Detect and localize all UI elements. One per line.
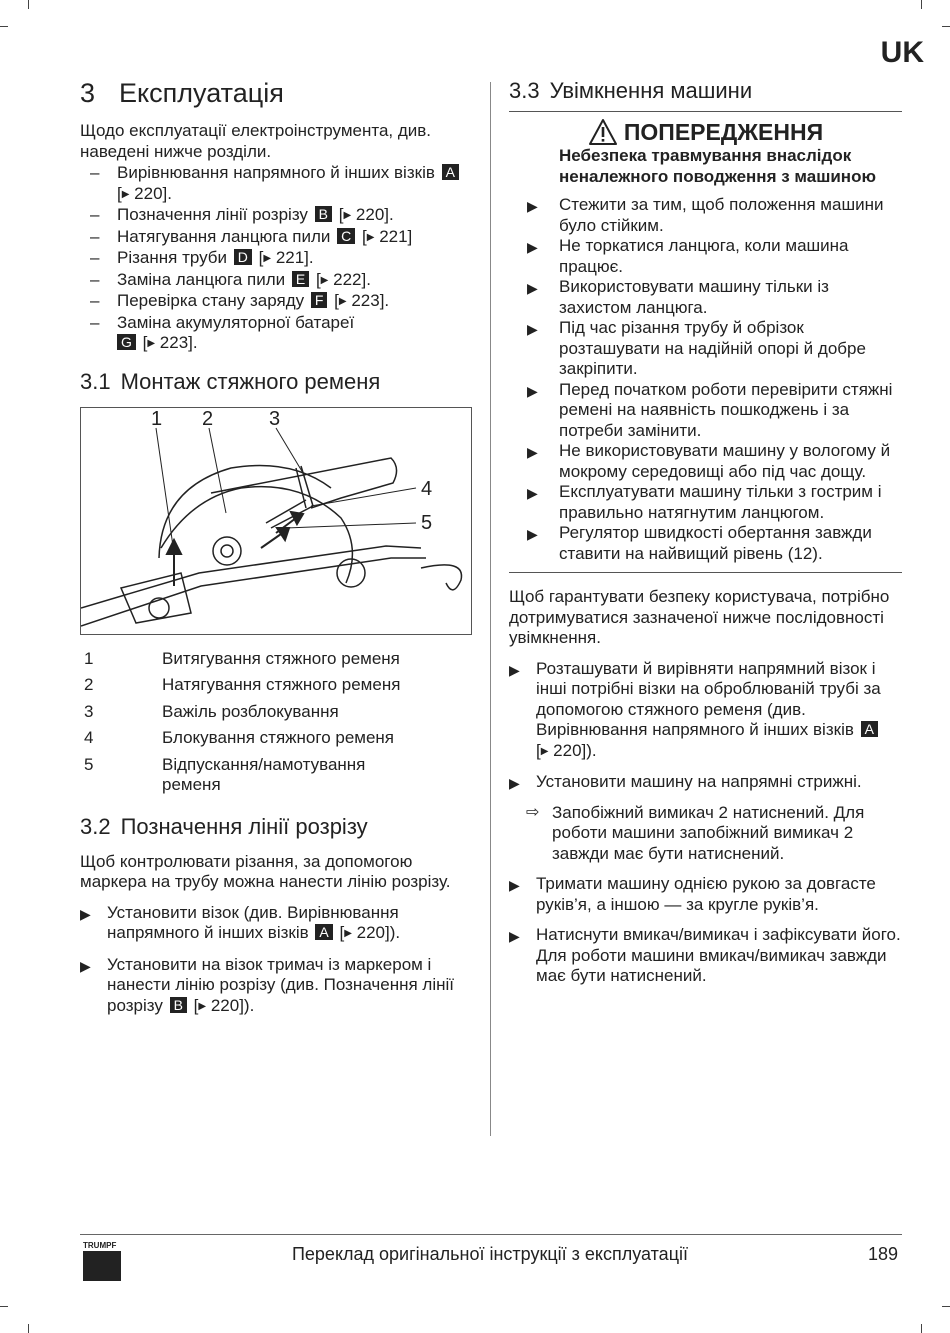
section-tag[interactable]: A [442, 164, 459, 180]
warning-item: ▶ Перед початком роботи перевірити стяжні ремені на наявність пошкоджень і за потреби замінити. [527, 380, 902, 442]
section-tag[interactable]: A [315, 924, 332, 940]
section-tag[interactable]: B [170, 997, 187, 1013]
section-tag[interactable]: F [311, 292, 328, 308]
warning-item: ▶ Не торкатися ланцюга, коли машина працює. [527, 236, 902, 277]
section-tag[interactable]: B [315, 206, 332, 222]
page-ref-icon: ▶ [121, 188, 130, 200]
legend-row: 1 Витягування стяжного ременя [84, 648, 400, 668]
page-ref[interactable]: 220]). [356, 923, 401, 942]
language-code: UK [880, 36, 924, 69]
page-ref[interactable]: 220]). [553, 740, 597, 760]
section-tag[interactable]: A [861, 721, 878, 737]
section-tag[interactable]: G [117, 334, 136, 350]
crop-mark [942, 1306, 950, 1307]
legend-row: 3 Важіль розблокування [84, 701, 339, 721]
logo-text: TRUMPF [83, 1241, 117, 1250]
left-column [80, 78, 472, 1027]
footer-title: Переклад оригінальної інструкції з експлуатації [291, 1244, 689, 1264]
page-ref[interactable]: 220]. [134, 183, 172, 203]
section-title: Позначення лінії розрізу [120, 813, 368, 839]
page-ref-icon: ▶ [198, 1000, 207, 1012]
step-item: ▶ Установити машину на напрямні стрижні. [509, 772, 902, 793]
list-item: – Різання труби D [▶ 221]. [80, 248, 472, 270]
crop-mark [921, 0, 922, 9]
list-item: – Перевірка стану заряду F [▶ 223]. [80, 291, 472, 313]
column-divider [490, 82, 491, 1136]
ratchet-illustration [81, 408, 472, 635]
step-item: ▶ Установити на візок тримач із маркером і нанести лінію розрізу (див. Позначення лінії розрізу B [▶ 220]). [80, 955, 472, 1018]
page-ref-icon: ▶ [320, 274, 329, 286]
page-ref[interactable]: 222]. [333, 269, 371, 289]
list-item: – Натягування ланцюга пили C [▶ 221] [80, 227, 472, 249]
crop-mark [942, 26, 950, 27]
page-ref[interactable]: 223]. [159, 333, 198, 352]
warning-title: ПОПЕРЕДЖЕННЯ [623, 118, 824, 145]
figure-label-4: 4 [421, 477, 433, 500]
section-title: Монтаж стяжного ременя [120, 368, 381, 394]
section-tag[interactable]: E [292, 271, 309, 287]
warning-item: ▶ Під час різання трубу й обрізок розташувати на надійній опорі й добре закріпити. [527, 318, 902, 380]
legend-row: 4 Блокування стяжного ременя [84, 728, 395, 747]
section-number: 3.1 [80, 368, 111, 394]
warning-subtitle: Небезпека травмування внаслідок неналежного поводження з машиною [559, 146, 876, 186]
warning-item: ▶ Не використовувати машину у вологому й мокрому середовищі або під час дощу. [527, 441, 902, 482]
list-item: – Заміна акумуляторної батареї G [▶ 223]. [80, 313, 472, 355]
warning-item: ▶ Регулятор швидкості обертання завжди ставити на найвищий рівень (12). [527, 523, 902, 564]
page-ref-icon: ▶ [263, 253, 272, 264]
step-item: ▶ Тримати машину однією рукою за довгасте руків’я, а іншою — за кругле руків’я. [509, 874, 902, 915]
page-ref-icon: ▶ [343, 210, 352, 221]
section-tag[interactable]: D [234, 249, 252, 265]
page-ref[interactable]: 220]). [210, 995, 255, 1015]
step-list [509, 874, 902, 987]
section-heading-3-3 [509, 78, 902, 104]
section-tag[interactable]: C [337, 228, 355, 244]
crop-mark [28, 0, 29, 9]
result-arrow-icon: ⇨ [526, 803, 540, 821]
section-heading-3-1 [80, 369, 472, 395]
footer-divider [80, 1234, 902, 1235]
step-item: ▶ Установити візок (див. Вирівнювання напрямного й інших візків A [▶ 220]). [80, 903, 472, 945]
strap-ratchet-figure [80, 407, 472, 635]
warning-heading [509, 118, 902, 146]
figure-label-3: 3 [269, 407, 281, 430]
result-item: ⇨ Запобіжний вимикач 2 натиснений. Для роботи машини запобіжний вимикач 2 завжди має бути натиснений. [526, 802, 865, 863]
chapter-heading [80, 78, 472, 109]
crop-mark [28, 1324, 29, 1333]
figure-label-1: 1 [151, 407, 163, 430]
step-item: ▶ Натиснути вмикач/вимикач і зафіксувати його. Для роботи машини вмикач/вимикач завжди має бути натиснений. [509, 925, 902, 987]
warning-item: ▶ Стежити за тим, щоб положення машини було стійким. [527, 195, 902, 236]
page-ref[interactable]: 220]. [355, 205, 394, 224]
crop-mark [921, 1324, 922, 1333]
step-list [80, 903, 472, 1018]
warning-triangle-icon [588, 118, 618, 146]
section-number: 3.2 [80, 813, 111, 839]
legend-row: 5 Відпускання/намотування ременя [84, 754, 366, 794]
warning-item: ▶ Використовувати машину тільки із захистом ланцюга. [527, 277, 902, 318]
section-heading-3-2 [80, 814, 472, 840]
section-title: Увімкнення машини [549, 78, 753, 103]
list-item: – Позначення лінії розрізу B [▶ 220]. [80, 205, 472, 227]
figure-label-2: 2 [202, 407, 214, 430]
section-intro: Щоб контролювати різання, за допомогою маркера на трубу можна нанести лінію розрізу. [80, 851, 451, 891]
step-item: ▶ Розташувати й вирівняти напрямний візок і інші потрібні візки на оброблюваній трубі за допомогою стяжного ременя (див. Вирівнювання напрямного й інших візків A [▶ 220]). [509, 659, 902, 763]
legend-row: 2 Натягування стяжного ременя [84, 675, 401, 694]
page-ref-icon: ▶ [147, 338, 156, 349]
step-list [509, 659, 902, 793]
section-intro: Щоб гарантувати безпеку користувача, потрібно дотримуватися зазначеної нижче послідовності увімкнення. [509, 587, 890, 647]
section-list [80, 163, 472, 355]
page-ref[interactable]: 221] [379, 226, 413, 246]
chapter-number: 3 [80, 78, 96, 108]
page-ref[interactable]: 223]. [351, 291, 390, 310]
chapter-title: Експлуатація [119, 78, 284, 108]
page-ref-icon: ▶ [540, 745, 549, 757]
page-ref-icon: ▶ [338, 296, 347, 307]
crop-mark [0, 1306, 8, 1307]
page-number: 189 [867, 1244, 898, 1264]
section-number: 3.3 [509, 78, 540, 103]
page-ref-icon: ▶ [344, 928, 352, 939]
list-item: – Заміна ланцюга пили E [▶ 222]. [80, 270, 472, 292]
page-ref[interactable]: 221]. [275, 248, 314, 267]
figure-legend [80, 649, 472, 796]
list-item: – Вирівнювання напрямного й інших візків A [▶ 220]. [80, 163, 472, 205]
right-column [509, 78, 902, 997]
warning-box [509, 111, 902, 573]
page-ref-icon: ▶ [366, 231, 375, 243]
intro-text: Щодо експлуатації електроінструмента, див. наведені нижче розділи. [80, 121, 432, 161]
warning-list [527, 195, 902, 564]
crop-mark [0, 26, 8, 27]
figure-label-5: 5 [421, 511, 433, 534]
warning-item: ▶ Експлуатувати машину тільки з гострим і правильно натягнутим ланцюгом. [527, 482, 902, 523]
